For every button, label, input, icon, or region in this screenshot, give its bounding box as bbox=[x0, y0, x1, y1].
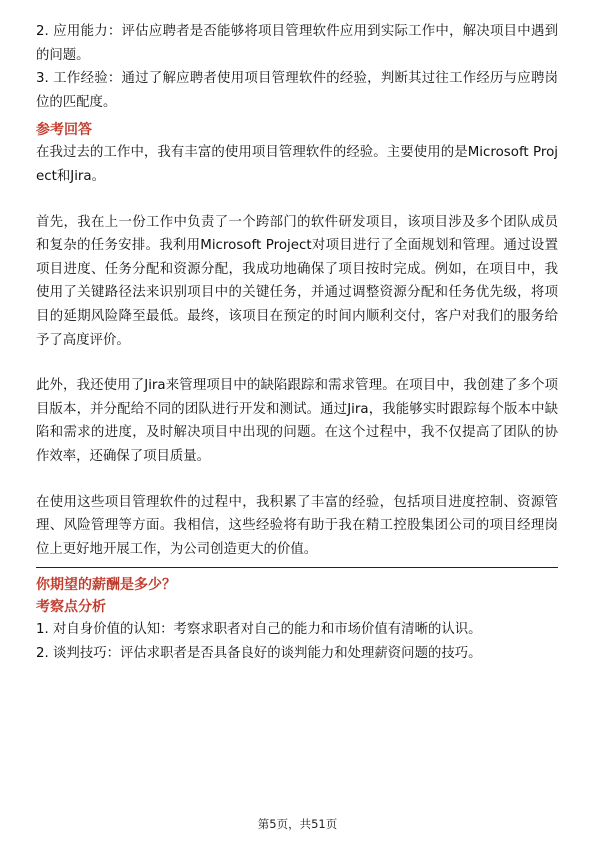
answer-paragraph-project: 首先，我在上一份工作中负责了一个跨部门的软件研发项目，该项目涉及多个团队成员和复杂的任务安排。我利用Microsoft Project对项目进行了全面规划和管理。通过设置项目进度、任务分配和资源分配，我成功地确保了项目按时完成。例如，在项目中，我使用了关键路径法来识别项目中的关键任务，并通过调整资源分配和任务优先级，将项目的延期风险降至最低。最终，该项目在预定的时间内顺利交付，客户对我们的服务给予了高度评价。 bbox=[36, 214, 558, 348]
spacer bbox=[36, 352, 558, 374]
page-number: 第5页，共51页 bbox=[257, 817, 338, 831]
answer-heading: 参考回答 bbox=[36, 122, 92, 139]
section-divider bbox=[36, 567, 558, 568]
criterion-item-experience: 3. 工作经验：通过了解应聘者使用项目管理软件的经验，判断其过往工作经历与应聘岗位的匹配度。 bbox=[36, 71, 558, 110]
answer-paragraph-jira: 此外，我还使用了Jira来管理项目中的缺陷跟踪和需求管理。在项目中，我创建了多个项目版本，并分配给不同的团队进行开发和测试。通过Jira，我能够实时跟踪每个版本中缺陷和需求的进度，及时解决项目中出现的问题。在这个过程中，我不仅提高了团队的协作效率，还确保了项目质量。 bbox=[36, 378, 558, 464]
analysis-item-self-value: 1. 对自身价值的认知：考察求职者对自己的能力和市场价值有清晰的认识。 bbox=[36, 622, 482, 638]
page-content bbox=[36, 20, 558, 665]
criterion-item-application: 2. 应用能力：评估应聘者是否能够将项目管理软件应用到实际工作中，解决项目中遇到的问题。 bbox=[36, 24, 558, 63]
spacer bbox=[36, 189, 558, 211]
answer-paragraph-summary: 在使用这些项目管理软件的过程中，我积累了丰富的经验，包括项目进度控制、资源管理、风险管理等方面。我相信，这些经验将有助于我在精工控股集团公司的项目经理岗位上更好地开展工作，为公司创造更大的价值。 bbox=[36, 494, 558, 557]
spacer bbox=[36, 469, 558, 491]
question-title: 你期望的薪酬是多少？ bbox=[36, 577, 176, 594]
analysis-item-negotiation: 2. 谈判技巧：评估求职者是否具备良好的谈判能力和处理薪资问题的技巧。 bbox=[36, 645, 482, 661]
analysis-heading: 考察点分析 bbox=[36, 599, 106, 616]
answer-paragraph-intro: 在我过去的工作中，我有丰富的使用项目管理软件的经验。主要使用的是Microsoft Project和Jira。 bbox=[36, 145, 558, 184]
